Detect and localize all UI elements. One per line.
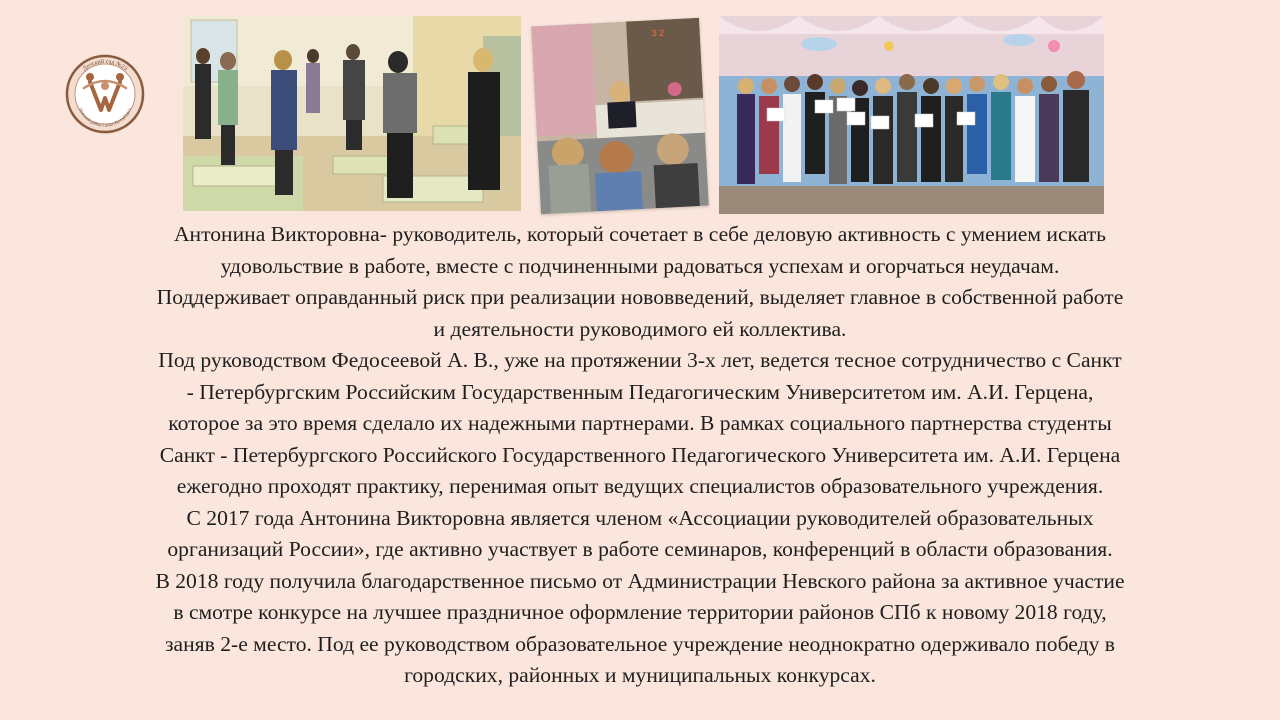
text-line: которое за это время сделало их надежными партнерами. В рамках социального партнерства студенты [168, 411, 1112, 435]
text-line: организаций России», где активно участвует в работе семинаров, конференций в области образования. [167, 537, 1113, 561]
logo-top-text: Детский сад №23 [81, 58, 129, 73]
kindergarten-emblem-icon [60, 48, 150, 140]
text-line: Антонина Викторовна- руководитель, который сочетает в себе деловую активность с умением искать [173, 222, 1107, 246]
kindergarten-logo [60, 48, 150, 140]
text-line: Санкт - Петербургского Российского Государственного Педагогического Университета им. А.И. Герцена [159, 442, 1121, 467]
body-text [30, 219, 1250, 692]
paragraph-cooperation [30, 345, 1250, 503]
text-line: удовольствие в работе, вместе с подчиненными радоваться успехам и огорчаться неудачам. [220, 253, 1060, 278]
text-line: С 2017 года Антонина Викторовна является членом «Ассоциации руководителей образовательных [186, 505, 1094, 530]
classroom-photo [183, 16, 521, 211]
svg-text:3 2: 3 2 [651, 27, 665, 39]
text-line: Поддерживает оправданный риск при реализации нововведений, выделяет главное в собственной работе [156, 285, 1124, 309]
text-line: в смотре конкурсе на лучшее праздничное оформление территории районов СПб к новому 2018 году, [173, 600, 1107, 624]
meeting-photo [531, 18, 709, 215]
text-line: - Петербургским Российским Государственным Педагогическим Университетом им. А.И. Герцена, [186, 379, 1094, 404]
text-line: В 2018 году получила благодарственное письмо от Администрации Невского района за активное участие [155, 568, 1125, 593]
paragraph-association [30, 503, 1250, 566]
text-line: городских, районных и муниципальных конкурсах. [404, 663, 876, 687]
text-line: Под руководством Федосеевой А. В., уже на протяжении 3-х лет, ведется тесное сотрудничество с Санкт [158, 348, 1122, 372]
paragraph-characteristics [30, 219, 1250, 345]
logo-bottom-text: Невский район Санкт-Петербурга [78, 107, 132, 128]
award-ceremony-photo [719, 16, 1104, 214]
text-line: и деятельности руководимого ей коллектива. [433, 316, 847, 341]
text-line: заняв 2-е место. Под ее руководством образовательное учреждение неоднократно одерживало победу в [165, 631, 1115, 656]
text-line: ежегодно проходят практику, перенимая опыт ведущих специалистов образовательного учреждения. [176, 474, 1104, 498]
paragraph-awards [30, 566, 1250, 692]
